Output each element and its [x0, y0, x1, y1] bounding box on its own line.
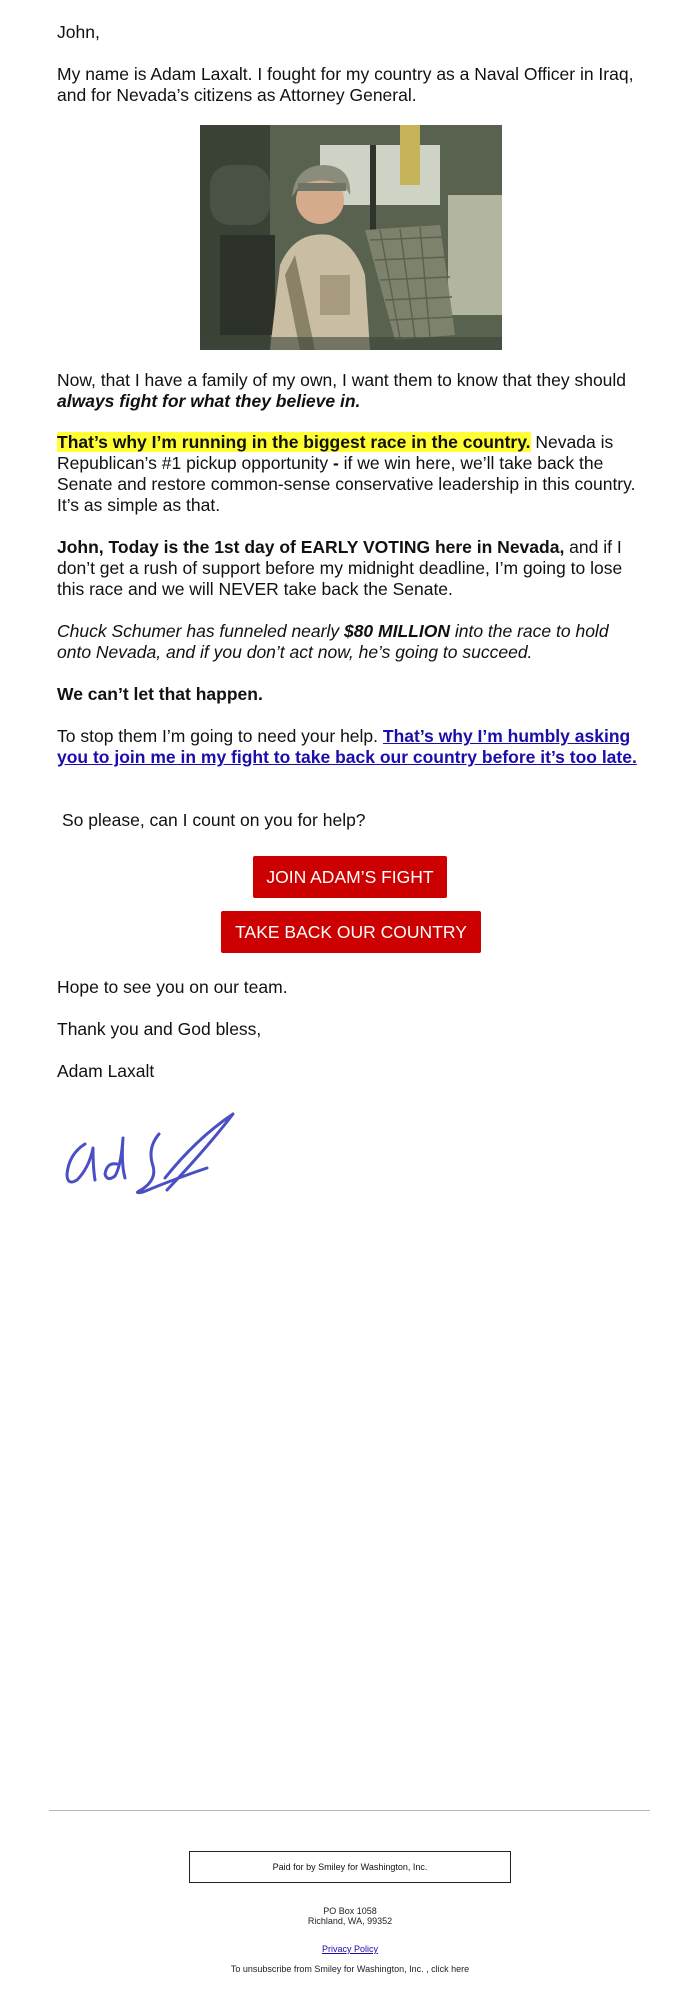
greeting: John,: [57, 22, 100, 42]
soldier-photo: [200, 125, 502, 350]
hope-line: Hope to see you on our team.: [57, 977, 288, 997]
thanks-line: Thank you and God bless,: [57, 1019, 262, 1039]
race-highlight: That’s why I’m running in the biggest race in the country.: [57, 432, 531, 452]
join-adams-fight-button[interactable]: JOIN ADAM’S FIGHT: [253, 856, 447, 898]
sender-name: Adam Laxalt: [57, 1061, 155, 1081]
cant-let-heading: We can’t let that happen.: [57, 684, 263, 704]
early-voting-bold: John, Today is the 1st day of EARLY VOTING here in Nevada,: [57, 537, 565, 557]
schumer-text-2: into the race to hold onto Nevada, and if you don’t act now, he’s going to succeed.: [57, 621, 609, 662]
intro-paragraph: My name is Adam Laxalt. I fought for my country as a Naval Officer in Iraq, and for Nevada’s citizens as Attorney General.: [57, 64, 634, 105]
family-emphasis: always fight for what they believe in.: [57, 391, 361, 411]
stop-paragraph: [57, 726, 647, 768]
family-text: Now, that I have a family of my own, I want them to know that they should: [57, 370, 627, 390]
paid-for-disclaimer: Paid for by Smiley for Washington, Inc.: [189, 1851, 511, 1883]
early-voting-paragraph: [57, 537, 647, 600]
race-paragraph: [57, 432, 647, 516]
please-question: So please, can I count on you for help?: [62, 810, 366, 830]
stop-text: To stop them I’m going to need your help.: [57, 726, 383, 746]
early-voting-text: and if I don’t get a rush of support before my midnight deadline, I’m going to lose this race and we will NEVER take back the Senate.: [57, 537, 623, 599]
schumer-amount: $80 MILLION: [343, 621, 450, 641]
footer-divider: [49, 1810, 650, 1811]
race-dash: -: [332, 453, 339, 473]
take-back-our-country-button[interactable]: TAKE BACK OUR COUNTRY: [221, 911, 481, 953]
join-fight-link[interactable]: That’s why I’m humbly asking you to join me in my fight to take back our country before it’s too late.: [57, 726, 637, 767]
signature-image: [57, 1108, 257, 1208]
family-paragraph: [57, 370, 647, 412]
unsubscribe-text[interactable]: To unsubscribe from Smiley for Washington, Inc. , click here: [230, 1964, 470, 1974]
address-line-1: PO Box 1058: [323, 1906, 377, 1916]
race-text-2: if we win here, we’ll take back the Senate and restore common-sense conservative leadership in this country. It’s as simple as that.: [57, 453, 636, 515]
address-line-2: Richland, WA, 99352: [307, 1916, 393, 1926]
race-text-1: Nevada is Republican’s #1 pickup opportunity: [57, 432, 614, 473]
schumer-paragraph: [57, 621, 647, 663]
schumer-text-1: Chuck Schumer has funneled nearly: [57, 621, 344, 641]
privacy-policy-link[interactable]: Privacy Policy: [321, 1944, 378, 1954]
